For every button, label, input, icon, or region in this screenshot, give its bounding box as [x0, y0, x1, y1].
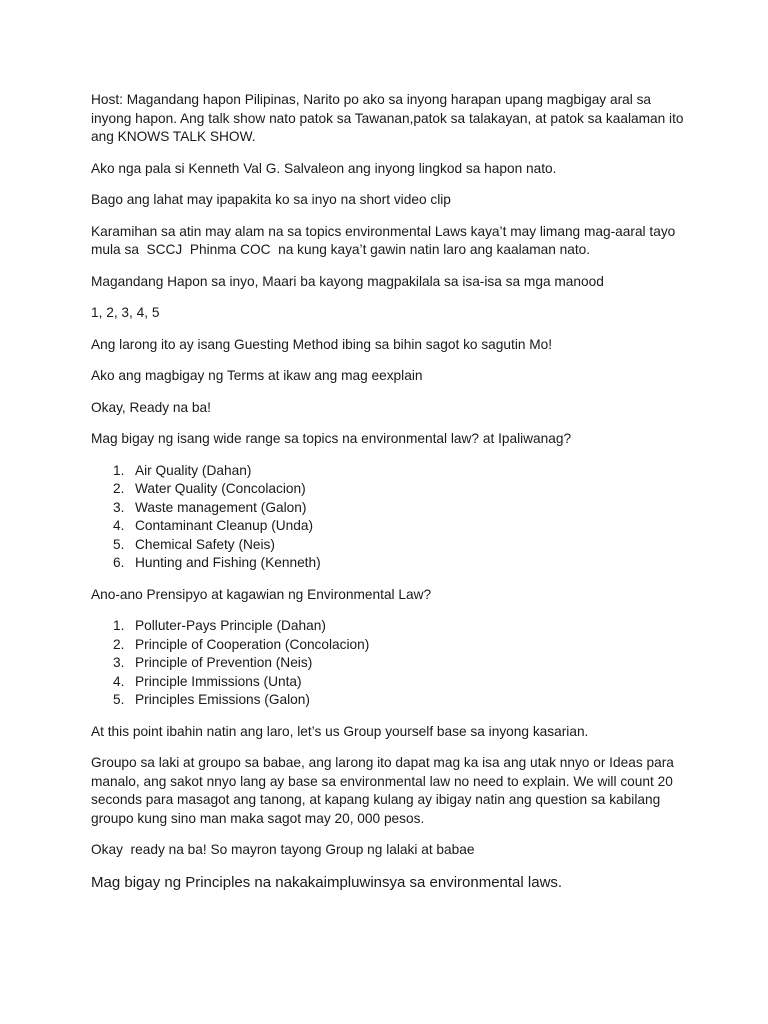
paragraph: 1, 2, 3, 4, 5: [91, 305, 160, 320]
principles-list: [91, 617, 688, 710]
paragraph: Okay ready na ba! So mayron tayong Group ng lalaki at babae: [91, 842, 475, 857]
list-item: [91, 517, 688, 536]
list-number: 2.: [113, 481, 125, 496]
list-number: 1.: [113, 462, 125, 478]
list-item-text: Hunting and Fishing (Kenneth): [135, 555, 321, 570]
question-2: Ano-ano Prensipyo at kagawian ng Environmental Law?: [91, 586, 432, 602]
list-number: 5.: [113, 536, 125, 552]
list-number: 4.: [113, 518, 125, 533]
topics-list: [91, 462, 688, 573]
list-item: [91, 673, 688, 692]
paragraph: Host: Magandang hapon Pilipinas, Narito po ako sa inyong harapan upang magbigay aral sa inyong hapon. Ang talk show nato patok sa Tawanan,patok sa talakayan, at patok sa kaalaman ito ang KNOWS TALK SHOW.: [91, 92, 688, 144]
final-question: Mag bigay ng Principles na nakakaimpluwinsya sa environmental laws.: [91, 873, 563, 891]
paragraph: Bago ang lahat may ipapakita ko sa inyo na short video clip: [91, 192, 451, 207]
list-item-text: Chemical Safety (Neis): [135, 536, 275, 552]
list-number: 6.: [113, 555, 125, 570]
paragraph: Ako nga pala si Kenneth Val G. Salvaleon ang inyong lingkod sa hapon nato.: [91, 160, 557, 176]
list-number: 2.: [113, 636, 125, 652]
list-item: [91, 554, 688, 573]
list-item: [91, 654, 688, 673]
paragraph: Karamihan sa atin may alam na sa topics environmental Laws kaya’t may limang mag-aaral tayo mula sa SCCJ Phinma COC na kung kaya’t gawin natin laro ang kaalaman nato.: [91, 223, 680, 257]
list-number: 3.: [113, 499, 125, 515]
list-item-text: Polluter-Pays Principle (Dahan): [135, 618, 326, 633]
paragraph: Ako ang magbigay ng Terms at ikaw ang mag eexplain: [91, 368, 423, 383]
list-item: [91, 691, 688, 710]
list-number: 4.: [113, 673, 125, 689]
paragraph: Okay, Ready na ba!: [91, 399, 211, 415]
list-item-text: Principle of Cooperation (Concolacion): [135, 636, 370, 652]
question-1: Mag bigay ng isang wide range sa topics na environmental law? at Ipaliwanag?: [91, 431, 572, 446]
list-item: [91, 462, 688, 481]
paragraph: Groupo sa laki at groupo sa babae, ang larong ito dapat mag ka isa ang utak nnyo or Ideas para manalo, ang sakot nnyo lang ay base sa environmental law no need to explain. We will count 20 seconds para masagot ang tanong, at kapang kulang ay ibigay natin ang question sa kabilang groupo kung sino man maka sagot may 20, 000 pesos.: [91, 755, 678, 826]
list-item-text: Principle Immissions (Unta): [135, 673, 302, 689]
list-item-text: Principle of Prevention (Neis): [135, 655, 313, 670]
list-item: [91, 499, 688, 518]
list-item-text: Principles Emissions (Galon): [135, 692, 310, 707]
list-number: 5.: [113, 692, 125, 707]
list-item: [91, 536, 688, 555]
paragraph: Magandang Hapon sa inyo, Maari ba kayong magpakilala sa isa-isa sa mga manood: [91, 273, 604, 289]
list-item-text: Water Quality (Concolacion): [135, 481, 306, 496]
list-number: 3.: [113, 655, 125, 670]
list-item-text: Air Quality (Dahan): [135, 462, 252, 478]
list-item-text: Contaminant Cleanup (Unda): [135, 518, 314, 533]
list-item: [91, 636, 688, 655]
paragraph: Ang larong ito ay isang Guesting Method ibing sa bihin sagot ko sagutin Mo!: [91, 336, 553, 352]
list-item-text: Waste management (Galon): [135, 499, 307, 515]
paragraph: At this point ibahin natin ang laro, let’s us Group yourself base sa inyong kasarian.: [91, 723, 589, 739]
list-number: 1.: [113, 618, 125, 633]
list-item: [91, 480, 688, 499]
list-item: [91, 617, 688, 636]
